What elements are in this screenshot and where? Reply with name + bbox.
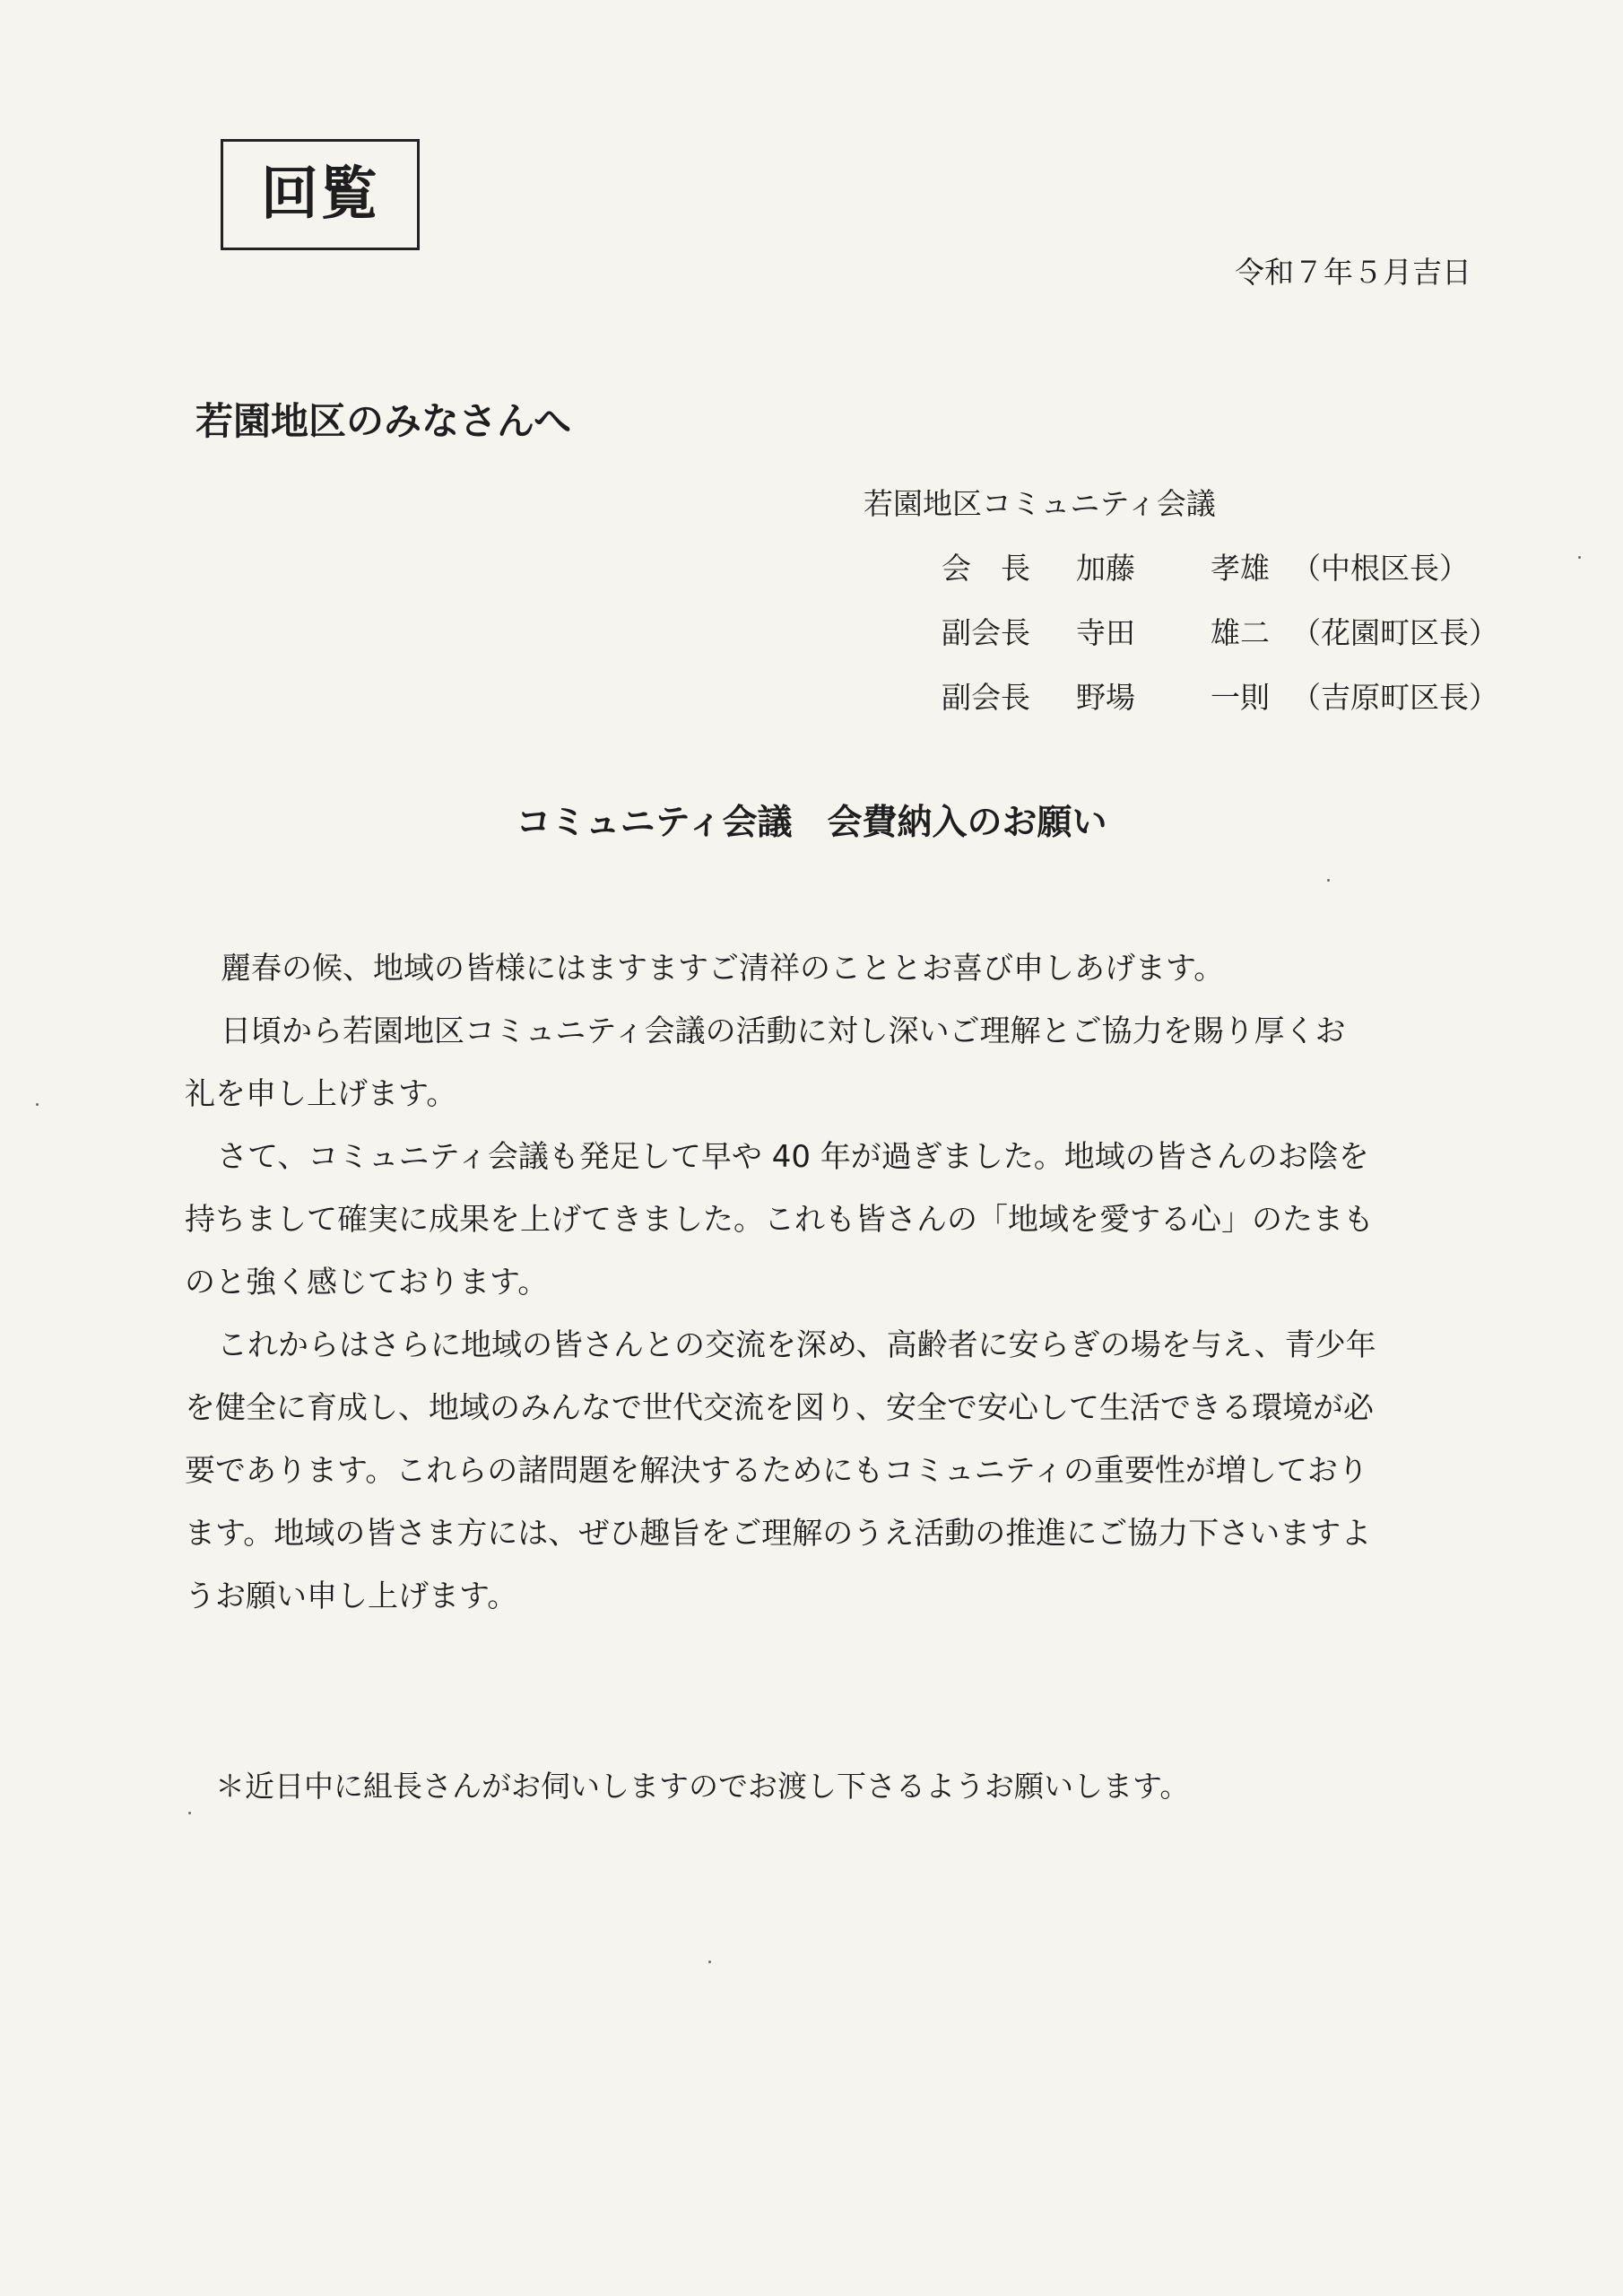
body-paragraph: 麗春の候、地域の皆様にはますますご清祥のこととお喜び申しあげます。 [221,951,1225,987]
officer-district: （吉原町区長） [1291,680,1498,715]
officer-district: （中根区長） [1291,551,1469,586]
officer-given-name: 一則 [1211,680,1270,715]
officer-role: 会 長 [942,551,1030,586]
officer-surname: 寺田 [1076,615,1135,650]
officer-row-vice-chair-2 [942,678,1498,718]
officer-given-name: 雄二 [1211,615,1270,650]
officer-row-vice-chair-1 [942,613,1498,653]
sender-organization: 若園地区コミュニティ会議 [864,486,1216,521]
circulation-stamp-label: 回覧 [261,161,379,228]
officer-role: 副会長 [942,680,1030,715]
paper-speck [1327,879,1330,882]
letter-body [185,937,1440,1628]
document-title: コミュニティ会議 会費納入のお願い [516,803,1107,843]
paper-speck [708,1961,711,1963]
footnote-note: ＊近日中に組長さんがお伺いしますのでお渡し下さるようお願いします。 [215,1769,1190,1804]
body-paragraph: これからはさらに地域の皆さんとの交流を深め、高齢者に安らぎの場を与え、青少年 を健全に育成し、地域のみんなで世代交流を図り、安全で安心して生活できる環境が必 要であります。これらの諸問題を解決するためにもコミュニティの重要性が増しており ます。地域の皆さま方には、ぜひ趣旨をご理解のうえ活動の推進にご協力下さいますよ うお願い申し上げます。 [185,1327,1376,1614]
body-paragraph: さて、コミュニティ会議も発足して早や 40 年が過ぎました。地域の皆さんのお陰を 持ちまして確実に成果を上げてきました。これも皆さんの「地域を愛する心」のたまも のと強く感じております。 [185,1139,1374,1300]
paper-speck [1578,556,1581,559]
officer-given-name: 孝雄 [1211,551,1270,586]
officer-row-chair [942,549,1469,588]
officer-district: （花園町区長） [1291,615,1498,650]
addressee-heading: 若園地区のみなさんへ [195,399,572,443]
officer-role: 副会長 [942,615,1030,650]
body-paragraph: 日頃から若園地区コミュニティ会議の活動に対し深いご理解とご協力を賜り厚くお 礼を申し上げます。 [185,1013,1346,1112]
paper-speck [188,1812,191,1814]
sender-block [0,0,1623,735]
officer-surname: 野場 [1076,680,1135,715]
officer-surname: 加藤 [1076,551,1135,586]
issue-date: 令和７年５月吉日 [1235,255,1471,290]
paper-speck [36,1103,39,1106]
